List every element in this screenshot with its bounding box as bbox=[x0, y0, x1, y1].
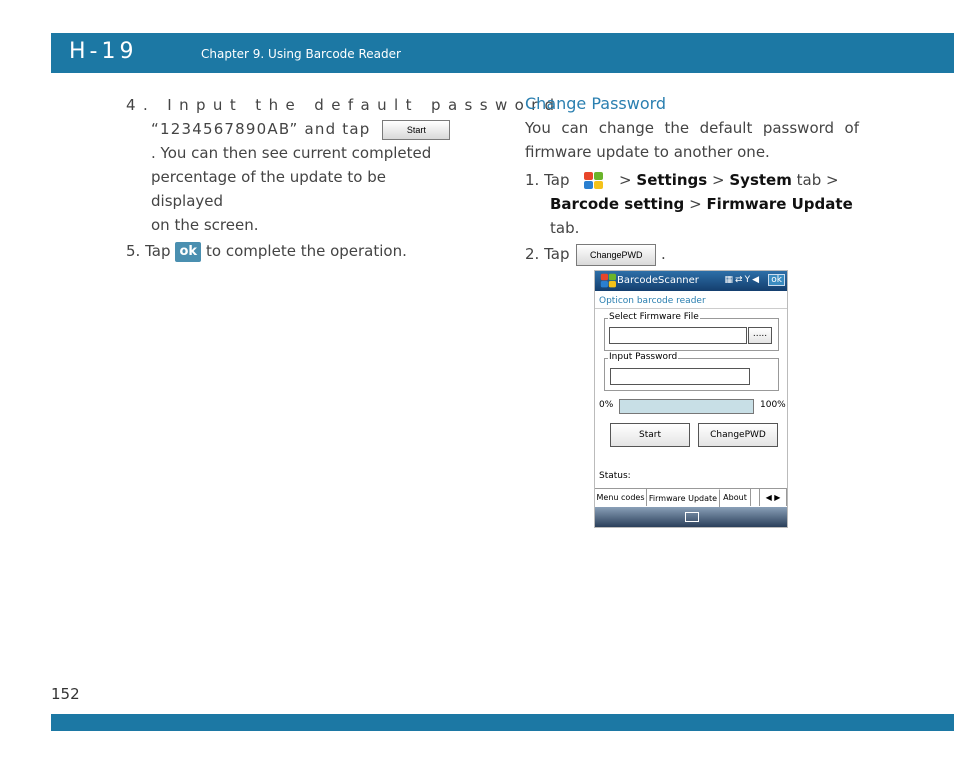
step5-post: to complete the operation. bbox=[206, 242, 407, 260]
device-tabs bbox=[595, 488, 787, 507]
step4-line1: 4. Input the default password bbox=[126, 96, 562, 114]
step2-pre: 2. Tap bbox=[525, 245, 570, 263]
gt-2: > bbox=[712, 171, 725, 189]
step4-rest-1: . You can then see current completed bbox=[151, 144, 432, 162]
step4-rest-3: on the screen. bbox=[151, 216, 259, 234]
device-changepwd-button[interactable]: ChangePWD bbox=[698, 423, 778, 447]
page-number: 152 bbox=[51, 685, 80, 703]
windows-start-icon bbox=[582, 171, 604, 191]
device-screenshot bbox=[594, 270, 788, 528]
password-input[interactable] bbox=[610, 368, 750, 385]
progress-max-label: 100% bbox=[760, 400, 786, 410]
device-softbar bbox=[595, 507, 787, 527]
intro-text: You can change the default password of firmware update to another one. bbox=[525, 119, 859, 161]
device-start-button[interactable]: Start bbox=[610, 423, 690, 447]
footer-bar bbox=[51, 714, 954, 731]
chapter-title: Chapter 9. Using Barcode Reader bbox=[201, 47, 401, 61]
device-ok-button[interactable]: ok bbox=[768, 274, 785, 286]
input-password-label: Input Password bbox=[609, 352, 678, 362]
step2-period: . bbox=[661, 245, 666, 263]
gt-4: > bbox=[689, 195, 702, 213]
progress-min-label: 0% bbox=[599, 400, 614, 410]
device-subtitle: Opticon barcode reader bbox=[595, 291, 787, 309]
right-column bbox=[525, 92, 859, 266]
step1-tab-end: tab. bbox=[550, 219, 580, 237]
step1-line2 bbox=[525, 192, 859, 216]
settings-label: Settings bbox=[636, 171, 708, 189]
status-icons: ▦⇄Y◀ bbox=[724, 275, 761, 285]
step4-rest-2: percentage of the update to be displayed bbox=[151, 168, 386, 210]
device-title: BarcodeScanner bbox=[617, 275, 699, 286]
start-button-image: Start bbox=[382, 120, 450, 140]
step4-code-line bbox=[126, 117, 462, 141]
browse-button[interactable]: ..... bbox=[748, 327, 772, 344]
select-firmware-label: Select Firmware File bbox=[609, 312, 699, 322]
changepwd-button-image: ChangePWD bbox=[576, 244, 656, 266]
step2-line bbox=[525, 242, 859, 266]
gt-3: > bbox=[826, 171, 839, 189]
firmware-update-label: Firmware Update bbox=[706, 195, 853, 213]
ok-icon: ok bbox=[175, 242, 201, 262]
tab-scroll-arrows[interactable]: ◀ ▶ bbox=[759, 489, 787, 506]
tab-firmware-update[interactable]: Firmware Update bbox=[647, 489, 720, 507]
device-start-icon[interactable] bbox=[599, 273, 617, 289]
step1-pre: 1. Tap bbox=[525, 171, 570, 189]
step5-pre: 5. Tap bbox=[126, 242, 171, 260]
progress-bar bbox=[619, 399, 754, 414]
step1-line bbox=[525, 168, 859, 192]
barcode-setting-label: Barcode setting bbox=[550, 195, 685, 213]
step5-line bbox=[126, 239, 462, 263]
step4-code: “1234567890AB” and tap bbox=[151, 120, 371, 138]
tab-menu-codes[interactable]: Menu codes bbox=[595, 489, 647, 506]
section-title: Change Password bbox=[525, 94, 667, 113]
tab-about[interactable]: About bbox=[720, 489, 751, 506]
status-label: Status: bbox=[599, 471, 631, 481]
gt-1: > bbox=[619, 171, 632, 189]
keyboard-icon[interactable] bbox=[685, 512, 699, 522]
header-bar bbox=[51, 33, 954, 73]
firmware-file-input[interactable] bbox=[609, 327, 747, 344]
system-label: System bbox=[729, 171, 792, 189]
device-titlebar bbox=[595, 271, 787, 291]
tab-word: tab bbox=[796, 171, 822, 189]
password-group bbox=[604, 352, 779, 391]
firmware-file-group bbox=[604, 312, 779, 351]
brand-title: H-19 bbox=[69, 39, 138, 64]
